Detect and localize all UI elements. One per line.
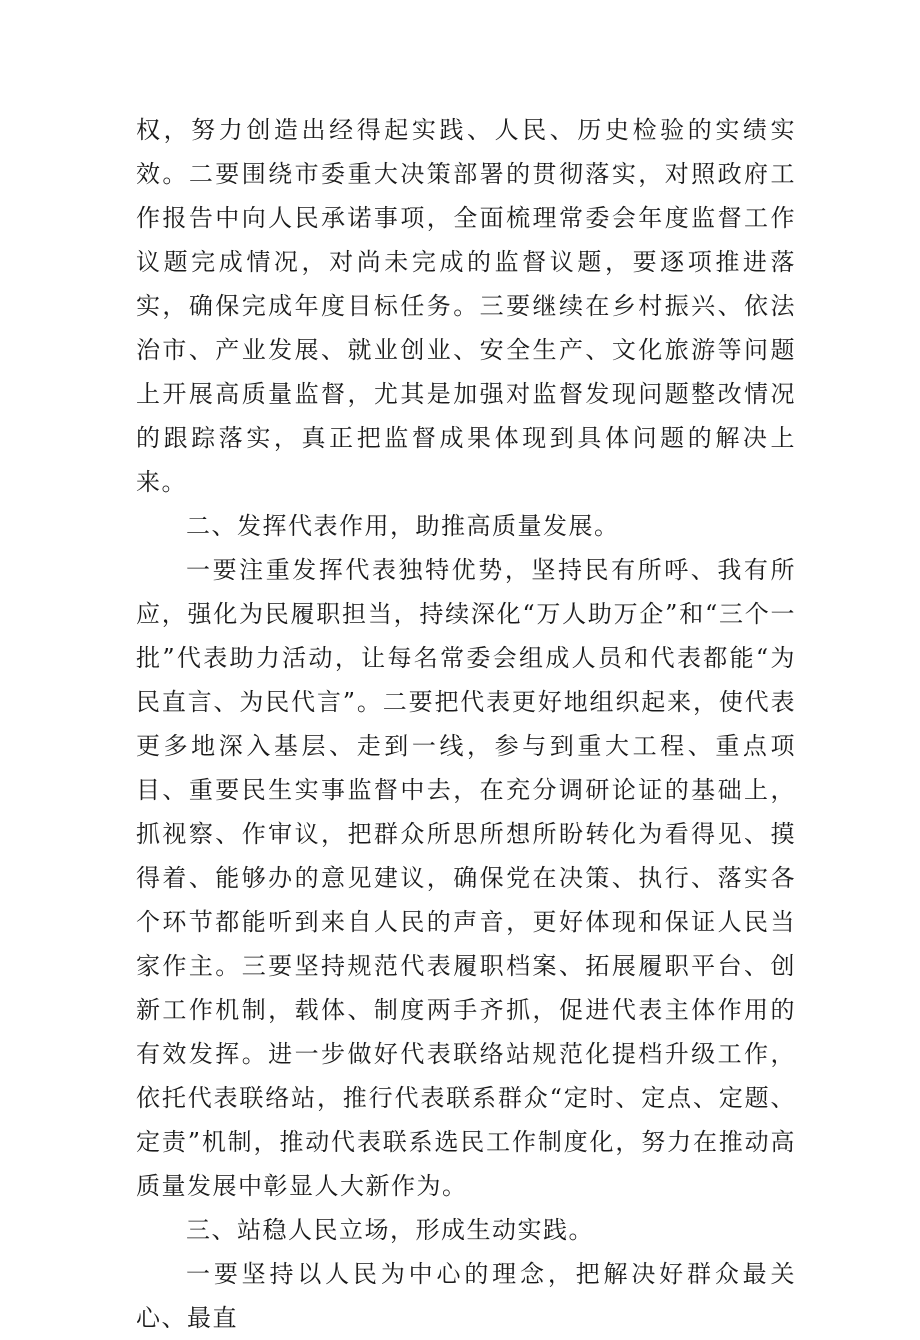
paragraph-supervision-continued: 权，努力创造出经得起实践、人民、历史检验的实绩实效。二要围绕市委重大决策部署的贯彻落实，对照政府工作报告中向人民承诺事项，全面梳理常委会年度监督工作议题完成情况，对尚未完成的监督议题，要逐项推进落实，确保完成年度目标任务。三要继续在乡村振兴、依法治市、产业发展、就业创业、安全生产、文化旅游等问题上开展高质量监督，尤其是加强对监督发现问题整改情况的跟踪落实，真正把监督成果体现到具体问题的解决上来。 [136,116,796,496]
section-heading-people-stance: 三、站稳人民立场，形成生动实践。 [186,1216,594,1244]
section-heading-representatives: 二、发挥代表作用，助推高质量发展。 [186,512,620,540]
document-body [136,108,796,1340]
paragraph-people-stance: 一要坚持以人民为中心的理念，把解决好群众最关心、最直 [136,1260,796,1332]
paragraph-representatives: 一要注重发挥代表独特优势，坚持民有所呼、我有所应，强化为民履职担当，持续深化“万人助万企”和“三个一批”代表助力活动，让每名常委会组成人员和代表都能“为民直言、为民代言”。二要把代表更好地组织起来，使代表更多地深入基层、走到一线，参与到重大工程、重点项目、重要民生实事监督中去，在充分调研论证的基础上，抓视察、作审议，把群众所思所想所盼转化为看得见、摸得着、能够办的意见建议，确保党在决策、执行、落实各个环节都能听到来自人民的声音，更好体现和保证人民当家作主。三要坚持规范代表履职档案、拓展履职平台、创新工作机制，载体、制度两手齐抓，促进代表主体作用的有效发挥。进一步做好代表联络站规范化提档升级工作，依托代表联络站，推行代表联系群众“定时、定点、定题、定责”机制，推动代表联系选民工作制度化，努力在推动高质量发展中彰显人大新作为。 [136,556,796,1200]
